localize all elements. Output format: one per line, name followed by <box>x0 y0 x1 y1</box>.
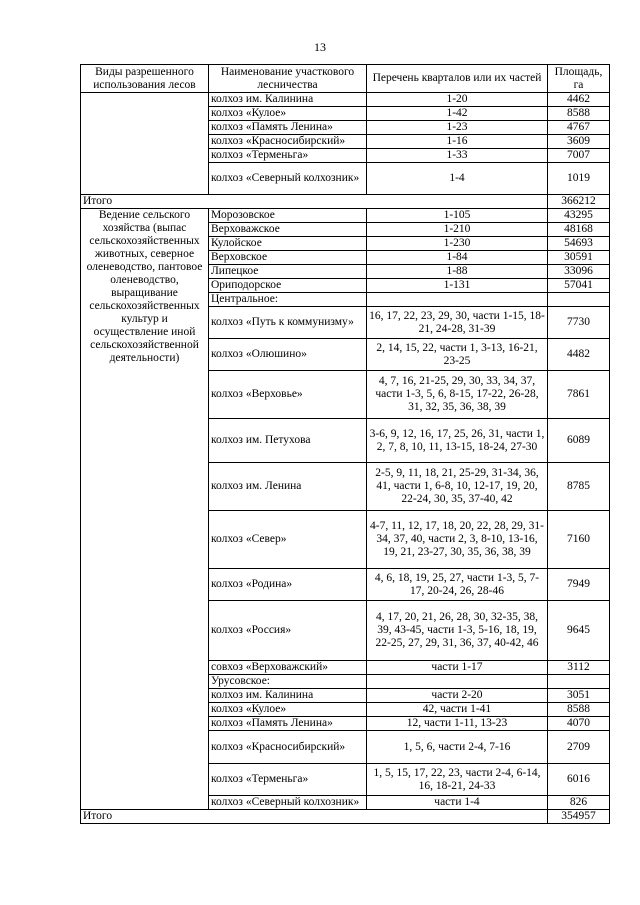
quarters-cell: 1-88 <box>367 265 548 279</box>
forestry-name-cell: колхоз «Кулое» <box>209 107 367 121</box>
forestry-name-cell: колхоз «Родина» <box>209 569 367 601</box>
header-use-type: Виды разрешенного использования лесов <box>81 65 209 93</box>
forestry-name-cell: колхоз «Память Ленина» <box>209 121 367 135</box>
forest-use-table <box>80 64 610 824</box>
quarters-cell: 42, части 1-41 <box>367 703 548 717</box>
use-type-cell: Ведение сельского хозяйства (выпас сельскохозяйственных животных, северное оленеводство, пантовое оленеводство, выращивание сельскохозяйственных культур и осуществление иной сельскохозяйственной деятельности) <box>81 209 209 810</box>
area-cell: 7949 <box>548 569 610 601</box>
area-cell: 3112 <box>548 661 610 675</box>
quarters-cell: 1, 5, 6, части 2-4, 7-16 <box>367 731 548 764</box>
total-row <box>81 810 610 824</box>
area-cell <box>548 675 610 689</box>
forestry-name-cell: колхоз «Олюшино» <box>209 339 367 371</box>
quarters-cell: 1-230 <box>367 237 548 251</box>
area-cell: 33096 <box>548 265 610 279</box>
area-cell: 6016 <box>548 764 610 796</box>
quarters-cell: 1-105 <box>367 209 548 223</box>
use-type-cell-empty <box>81 93 209 195</box>
header-forestry-name: Наименование участкового лесничества <box>209 65 367 93</box>
area-cell: 3609 <box>548 135 610 149</box>
quarters-cell: 3-6, 9, 12, 16, 17, 25, 26, 31, части 1, 2, 7, 8, 10, 11, 13-15, 18-24, 27-30 <box>367 419 548 463</box>
quarters-cell: 1-131 <box>367 279 548 293</box>
quarters-cell: 12, части 1-11, 13-23 <box>367 717 548 731</box>
area-cell: 1019 <box>548 163 610 195</box>
section1-body <box>81 93 610 209</box>
total-area: 366212 <box>548 195 610 209</box>
area-cell: 54693 <box>548 237 610 251</box>
area-cell: 7007 <box>548 149 610 163</box>
forestry-name-cell: колхоз «Красносибирский» <box>209 135 367 149</box>
area-cell: 4462 <box>548 93 610 107</box>
forestry-name-cell: совхоз «Верховажский» <box>209 661 367 675</box>
quarters-cell: 1-23 <box>367 121 548 135</box>
forestry-name-cell: Центральное: <box>209 293 367 307</box>
quarters-cell <box>367 675 548 689</box>
forestry-name-cell: колхоз им. Калинина <box>209 689 367 703</box>
area-cell: 4070 <box>548 717 610 731</box>
table-row <box>81 209 610 223</box>
quarters-cell: 1-16 <box>367 135 548 149</box>
area-cell: 4767 <box>548 121 610 135</box>
forestry-name-cell: Морозовское <box>209 209 367 223</box>
area-cell: 8785 <box>548 463 610 511</box>
area-cell: 7730 <box>548 307 610 339</box>
quarters-cell: части 1-4 <box>367 796 548 810</box>
forestry-name-cell: колхоз «Северный колхозник» <box>209 163 367 195</box>
quarters-cell: 4, 6, 18, 19, 25, 27, части 1-3, 5, 7-17, 20-24, 26, 28-46 <box>367 569 548 601</box>
area-cell: 7160 <box>548 511 610 569</box>
section2-body <box>81 209 610 824</box>
quarters-cell: 16, 17, 22, 23, 29, 30, части 1-15, 18-21, 24-28, 31-39 <box>367 307 548 339</box>
forestry-name-cell: Верховажское <box>209 223 367 237</box>
total-label: Итого <box>81 195 548 209</box>
forestry-name-cell: колхоз им. Ленина <box>209 463 367 511</box>
quarters-cell: 1-4 <box>367 163 548 195</box>
forestry-name-cell: колхоз «Путь к коммунизму» <box>209 307 367 339</box>
area-cell <box>548 293 610 307</box>
quarters-cell: части 2-20 <box>367 689 548 703</box>
forestry-name-cell: колхоз «Терменьга» <box>209 149 367 163</box>
area-cell: 4482 <box>548 339 610 371</box>
quarters-cell: 1-42 <box>367 107 548 121</box>
area-cell: 6089 <box>548 419 610 463</box>
header-area: Площадь, га <box>548 65 610 93</box>
total-row <box>81 195 610 209</box>
quarters-cell: 4-7, 11, 12, 17, 18, 20, 22, 28, 29, 31-34, 37, 40, части 2, 3, 8-10, 13-16, 19, 21, 23-27, 30, 35, 36, 38, 39 <box>367 511 548 569</box>
forestry-name-cell: колхоз «Северный колхозник» <box>209 796 367 810</box>
forestry-name-cell: колхоз им. Калинина <box>209 93 367 107</box>
table-row <box>81 93 610 107</box>
area-cell: 8588 <box>548 107 610 121</box>
forestry-name-cell: колхоз «Верховье» <box>209 371 367 419</box>
header-quarters: Перечень кварталов или их частей <box>367 65 548 93</box>
area-cell: 2709 <box>548 731 610 764</box>
area-cell: 826 <box>548 796 610 810</box>
quarters-cell: 4, 17, 20, 21, 26, 28, 30, 32-35, 38, 39, 43-45, части 1-3, 5-16, 18, 19, 22-25, 27, 29, 31, 36, 37, 40-42, 46 <box>367 601 548 661</box>
quarters-cell: 1-84 <box>367 251 548 265</box>
total-area: 354957 <box>548 810 610 824</box>
quarters-cell <box>367 293 548 307</box>
forestry-name-cell: колхоз им. Петухова <box>209 419 367 463</box>
area-cell: 48168 <box>548 223 610 237</box>
area-cell: 7861 <box>548 371 610 419</box>
quarters-cell: 2, 14, 15, 22, части 1, 3-13, 16-21, 23-25 <box>367 339 548 371</box>
forestry-name-cell: Урусовское: <box>209 675 367 689</box>
forestry-name-cell: колхоз «Память Ленина» <box>209 717 367 731</box>
quarters-cell: 1-210 <box>367 223 548 237</box>
quarters-cell: 1, 5, 15, 17, 22, 23, части 2-4, 6-14, 16, 18-21, 24-33 <box>367 764 548 796</box>
area-cell: 57041 <box>548 279 610 293</box>
area-cell: 30591 <box>548 251 610 265</box>
forestry-name-cell: колхоз «Терменьга» <box>209 764 367 796</box>
forestry-name-cell: Верховское <box>209 251 367 265</box>
area-cell: 9645 <box>548 601 610 661</box>
area-cell: 3051 <box>548 689 610 703</box>
quarters-cell: 4, 7, 16, 21-25, 29, 30, 33, 34, 37, части 1-3, 5, 6, 8-15, 17-22, 26-28, 31, 32, 35, 36, 38, 39 <box>367 371 548 419</box>
area-cell: 8588 <box>548 703 610 717</box>
forestry-name-cell: колхоз «Кулое» <box>209 703 367 717</box>
quarters-cell: части 1-17 <box>367 661 548 675</box>
quarters-cell: 1-33 <box>367 149 548 163</box>
forestry-name-cell: колхоз «Север» <box>209 511 367 569</box>
forestry-name-cell: колхоз «Красносибирский» <box>209 731 367 764</box>
table-header-row <box>81 65 610 93</box>
forestry-name-cell: Кулойское <box>209 237 367 251</box>
forestry-name-cell: колхоз «Россия» <box>209 601 367 661</box>
page-number: 13 <box>314 40 326 54</box>
area-cell: 43295 <box>548 209 610 223</box>
quarters-cell: 1-20 <box>367 93 548 107</box>
forestry-name-cell: Ориподорское <box>209 279 367 293</box>
quarters-cell: 2-5, 9, 11, 18, 21, 25-29, 31-34, 36, 41, части 1, 6-8, 10, 12-17, 19, 20, 22-24, 30, 35, 37-40, 42 <box>367 463 548 511</box>
total-label: Итого <box>81 810 548 824</box>
forestry-name-cell: Липецкое <box>209 265 367 279</box>
